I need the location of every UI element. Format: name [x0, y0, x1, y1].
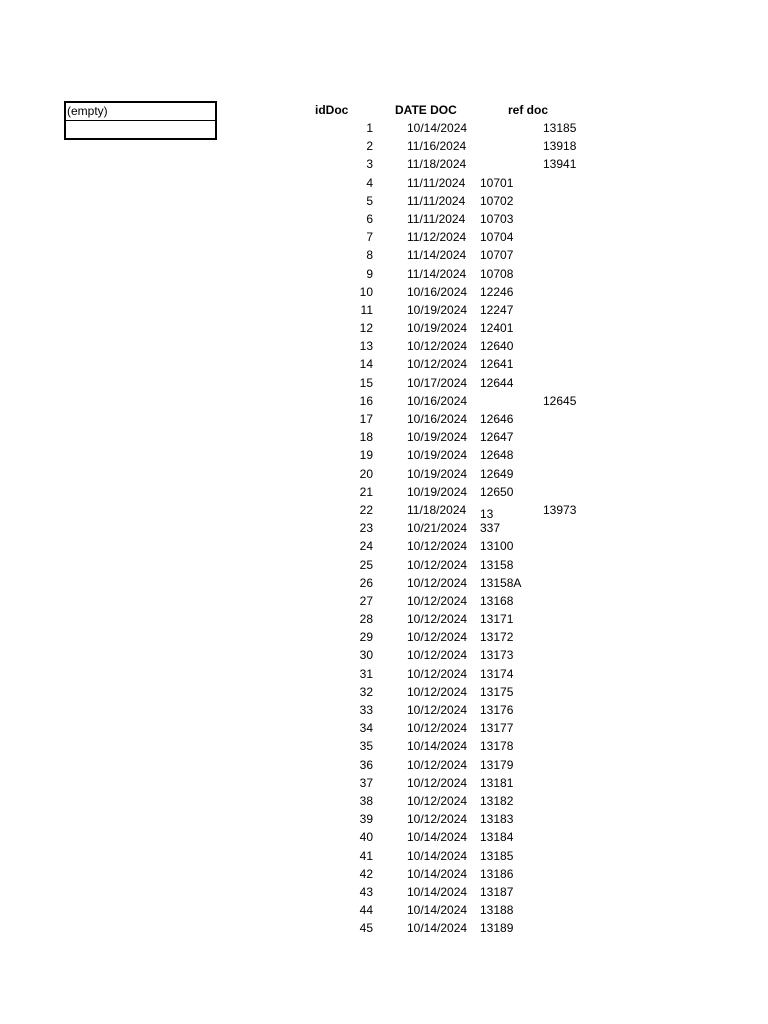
- cell-iddoc: 34: [359, 721, 373, 736]
- cell-iddoc: 35: [359, 739, 373, 754]
- table-row: [0, 446, 768, 464]
- cell-iddoc: 25: [359, 557, 373, 572]
- cell-date-doc: 10/12/2024: [407, 612, 468, 627]
- cell-ref-doc: 12649: [480, 466, 514, 481]
- cell-ref-doc: 12644: [480, 375, 514, 390]
- table-row: [0, 174, 768, 192]
- cell-ref-doc: 13185: [543, 121, 577, 135]
- table-row: [0, 228, 768, 246]
- cell-ref-doc: 13172: [480, 630, 514, 645]
- cell-ref-doc: 12401: [480, 321, 514, 336]
- cell-date-doc: 10/12/2024: [407, 721, 468, 736]
- cell-ref-doc: 13188: [480, 903, 514, 918]
- cell-date-doc: 10/19/2024: [407, 484, 468, 499]
- cell-iddoc: 8: [366, 248, 373, 263]
- cell-ref-doc: 12641: [480, 357, 514, 372]
- cell-iddoc: 26: [359, 575, 373, 590]
- cell-iddoc: 9: [366, 266, 373, 281]
- table-row: [0, 756, 768, 774]
- cell-iddoc: 30: [359, 648, 373, 663]
- cell-iddoc: 45: [359, 921, 373, 936]
- table-row: [0, 319, 768, 337]
- cell-date-doc: 11/11/2024: [407, 175, 466, 190]
- cell-ref-doc-overflow: 13973: [543, 502, 577, 517]
- table-row: [0, 919, 768, 937]
- cell-iddoc: 17: [359, 412, 373, 426]
- cell-ref-doc: 10704: [480, 230, 514, 245]
- cell-date-doc: 10/19/2024: [407, 321, 468, 336]
- table-row: [0, 337, 768, 355]
- cell-ref-doc: 12650: [480, 484, 514, 499]
- table-row: [0, 556, 768, 574]
- cell-iddoc: 13: [359, 339, 373, 354]
- table-row: [0, 392, 768, 410]
- cell-iddoc: 41: [359, 848, 373, 863]
- cell-ref-doc: 13176: [480, 703, 514, 717]
- table-row: [0, 901, 768, 919]
- table-row: [0, 592, 768, 610]
- table-row: [0, 574, 768, 592]
- cell-date-doc: 10/12/2024: [407, 339, 468, 354]
- cell-date-doc: 10/12/2024: [407, 539, 468, 554]
- table-row: [0, 665, 768, 683]
- cell-date-doc: 10/14/2024: [407, 739, 468, 754]
- cell-ref-doc: 12640: [480, 339, 514, 354]
- cell-date-doc: 10/12/2024: [407, 648, 468, 663]
- table-row: [0, 628, 768, 646]
- cell-ref-doc: 12647: [480, 430, 514, 445]
- cell-date-doc: 10/12/2024: [407, 557, 468, 572]
- table-row: [0, 483, 768, 501]
- cell-ref-doc: 10703: [480, 211, 514, 226]
- cell-date-doc: 10/12/2024: [407, 357, 468, 372]
- cell-date-doc: 10/12/2024: [407, 703, 468, 717]
- table-row: [0, 355, 768, 373]
- cell-date-doc: 10/19/2024: [407, 430, 468, 445]
- table-row: [0, 774, 768, 792]
- cell-date-doc: 10/12/2024: [407, 630, 468, 645]
- cell-date-doc: 11/12/2024: [407, 230, 467, 245]
- cell-ref-doc: 13183: [480, 812, 514, 827]
- cell-iddoc: 33: [359, 703, 373, 717]
- table-row: [0, 847, 768, 865]
- cell-ref-doc: 13175: [480, 684, 514, 699]
- cell-date-doc: 11/14/2024: [407, 266, 467, 281]
- column-header-ref-doc: ref doc: [508, 103, 549, 117]
- cell-date-doc: 10/12/2024: [407, 775, 468, 790]
- cell-ref-doc: 13171: [480, 612, 514, 627]
- cell-iddoc: 16: [359, 393, 373, 408]
- cell-date-doc: 11/18/2024: [407, 157, 467, 172]
- cell-ref-doc: 12247: [480, 302, 514, 317]
- cell-date-doc: 10/19/2024: [407, 466, 468, 481]
- table-row: [0, 465, 768, 483]
- cell-date-doc: 10/12/2024: [407, 666, 468, 681]
- document-table-body: [0, 119, 768, 937]
- table-row: [0, 537, 768, 555]
- cell-date-doc: 10/16/2024: [407, 412, 468, 426]
- cell-ref-doc: 12645: [543, 393, 577, 408]
- cell-iddoc: 21: [359, 484, 373, 499]
- cell-date-doc: 10/19/2024: [407, 302, 468, 317]
- cell-ref-doc: 13173: [480, 648, 514, 663]
- table-row: [0, 683, 768, 701]
- cell-date-doc: 10/16/2024: [407, 284, 468, 299]
- cell-date-doc: 10/14/2024: [407, 866, 468, 881]
- cell-iddoc: 27: [359, 593, 373, 608]
- cell-ref-doc: 10702: [480, 193, 514, 208]
- cell-date-doc: 10/12/2024: [407, 793, 468, 808]
- cell-ref-doc: 10707: [480, 248, 514, 263]
- cell-iddoc: 20: [359, 466, 373, 481]
- table-row: [0, 519, 768, 537]
- cell-ref-doc: 13187: [480, 884, 514, 899]
- table-row: [0, 610, 768, 628]
- cell-iddoc: 32: [359, 684, 373, 699]
- cell-ref-doc: 13186: [480, 866, 514, 881]
- table-row: [0, 265, 768, 283]
- cell-ref-doc: 13168: [480, 593, 514, 608]
- cell-date-doc: 10/12/2024: [407, 812, 468, 827]
- table-row: [0, 865, 768, 883]
- cell-iddoc: 24: [359, 539, 373, 554]
- cell-date-doc: 10/12/2024: [407, 593, 468, 608]
- cell-ref-doc: 13941: [543, 157, 577, 172]
- cell-ref-doc: 13178: [480, 739, 514, 754]
- cell-date-doc: 10/14/2024: [407, 848, 468, 863]
- cell-date-doc: 10/14/2024: [407, 903, 468, 918]
- table-row: [0, 283, 768, 301]
- cell-date-doc: 10/14/2024: [407, 884, 468, 899]
- cell-date-doc: 10/21/2024: [407, 521, 468, 536]
- column-header-iddoc: idDoc: [315, 103, 349, 117]
- cell-ref-doc: 10708: [480, 266, 514, 281]
- cell-ref-doc: 13: [480, 506, 494, 521]
- cell-iddoc: 14: [359, 357, 373, 372]
- cell-iddoc: 40: [359, 830, 373, 845]
- cell-iddoc: 38: [359, 793, 373, 808]
- cell-iddoc: 37: [359, 775, 373, 790]
- cell-date-doc: 10/19/2024: [407, 448, 468, 463]
- cell-iddoc: 23: [359, 521, 373, 536]
- cell-ref-doc: 12646: [480, 412, 514, 426]
- cell-ref-doc: 12648: [480, 448, 514, 463]
- table-row: [0, 792, 768, 810]
- table-row: [0, 646, 768, 664]
- filter-criteria-value[interactable]: (empty): [66, 103, 215, 121]
- table-row: [0, 210, 768, 228]
- table-row: [0, 410, 768, 428]
- cell-ref-doc: 13100: [480, 539, 514, 554]
- cell-ref-doc: 337: [480, 521, 501, 536]
- table-row: [0, 501, 768, 519]
- cell-ref-doc: 13158: [480, 557, 514, 572]
- table-row: [0, 374, 768, 392]
- table-row: [0, 701, 768, 719]
- cell-iddoc: 43: [359, 884, 373, 899]
- cell-date-doc: 11/11/2024: [407, 193, 466, 208]
- cell-date-doc: 10/12/2024: [407, 757, 468, 772]
- cell-iddoc: 42: [359, 866, 373, 881]
- cell-iddoc: 11: [360, 302, 373, 317]
- cell-iddoc: 31: [359, 666, 373, 681]
- cell-iddoc: 18: [359, 430, 373, 445]
- table-row: [0, 137, 768, 155]
- table-row: [0, 828, 768, 846]
- cell-date-doc: 10/12/2024: [407, 684, 468, 699]
- cell-iddoc: 22: [359, 502, 373, 517]
- cell-ref-doc: 13182: [480, 793, 514, 808]
- table-row: [0, 883, 768, 901]
- cell-ref-doc: 13189: [480, 921, 514, 936]
- table-row: [0, 192, 768, 210]
- cell-date-doc: 10/12/2024: [407, 575, 468, 590]
- cell-iddoc: 6: [366, 211, 373, 226]
- table-row: [0, 428, 768, 446]
- cell-iddoc: 3: [366, 157, 373, 172]
- cell-iddoc: 44: [359, 903, 373, 918]
- cell-ref-doc: 13158A: [480, 575, 522, 590]
- cell-iddoc: 7: [366, 230, 373, 245]
- cell-iddoc: 12: [359, 321, 373, 336]
- table-row: [0, 810, 768, 828]
- table-row: [0, 737, 768, 755]
- cell-ref-doc: 12246: [480, 284, 514, 299]
- table-row: [0, 719, 768, 737]
- table-row: [0, 246, 768, 264]
- cell-iddoc: 4: [366, 175, 373, 190]
- cell-date-doc: 10/14/2024: [407, 121, 468, 135]
- cell-iddoc: 10: [359, 284, 373, 299]
- cell-ref-doc: 13177: [480, 721, 514, 736]
- cell-ref-doc: 13184: [480, 830, 514, 845]
- cell-iddoc: 1: [366, 121, 373, 135]
- cell-iddoc: 36: [359, 757, 373, 772]
- cell-iddoc: 39: [359, 812, 373, 827]
- cell-date-doc: 10/16/2024: [407, 393, 468, 408]
- cell-ref-doc: 10701: [480, 175, 514, 190]
- cell-date-doc: 11/18/2024: [407, 502, 467, 517]
- table-row: [0, 119, 768, 137]
- cell-iddoc: 29: [359, 630, 373, 645]
- cell-ref-doc: 13185: [480, 848, 514, 863]
- cell-date-doc: 11/14/2024: [407, 248, 467, 263]
- cell-ref-doc: 13179: [480, 757, 514, 772]
- column-header-date-doc: DATE DOC: [395, 103, 457, 117]
- cell-iddoc: 19: [359, 448, 373, 463]
- cell-iddoc: 5: [366, 193, 373, 208]
- cell-date-doc: 10/17/2024: [407, 375, 468, 390]
- cell-iddoc: 28: [359, 612, 373, 627]
- cell-ref-doc: 13174: [480, 666, 514, 681]
- table-row: [0, 301, 768, 319]
- cell-ref-doc: 13181: [480, 775, 514, 790]
- cell-date-doc: 11/11/2024: [407, 211, 466, 226]
- cell-date-doc: 10/14/2024: [407, 921, 468, 936]
- cell-date-doc: 11/16/2024: [407, 139, 467, 154]
- cell-ref-doc: 13918: [543, 139, 577, 154]
- cell-iddoc: 15: [359, 375, 373, 390]
- cell-iddoc: 2: [366, 139, 373, 154]
- table-row: [0, 155, 768, 173]
- cell-date-doc: 10/14/2024: [407, 830, 468, 845]
